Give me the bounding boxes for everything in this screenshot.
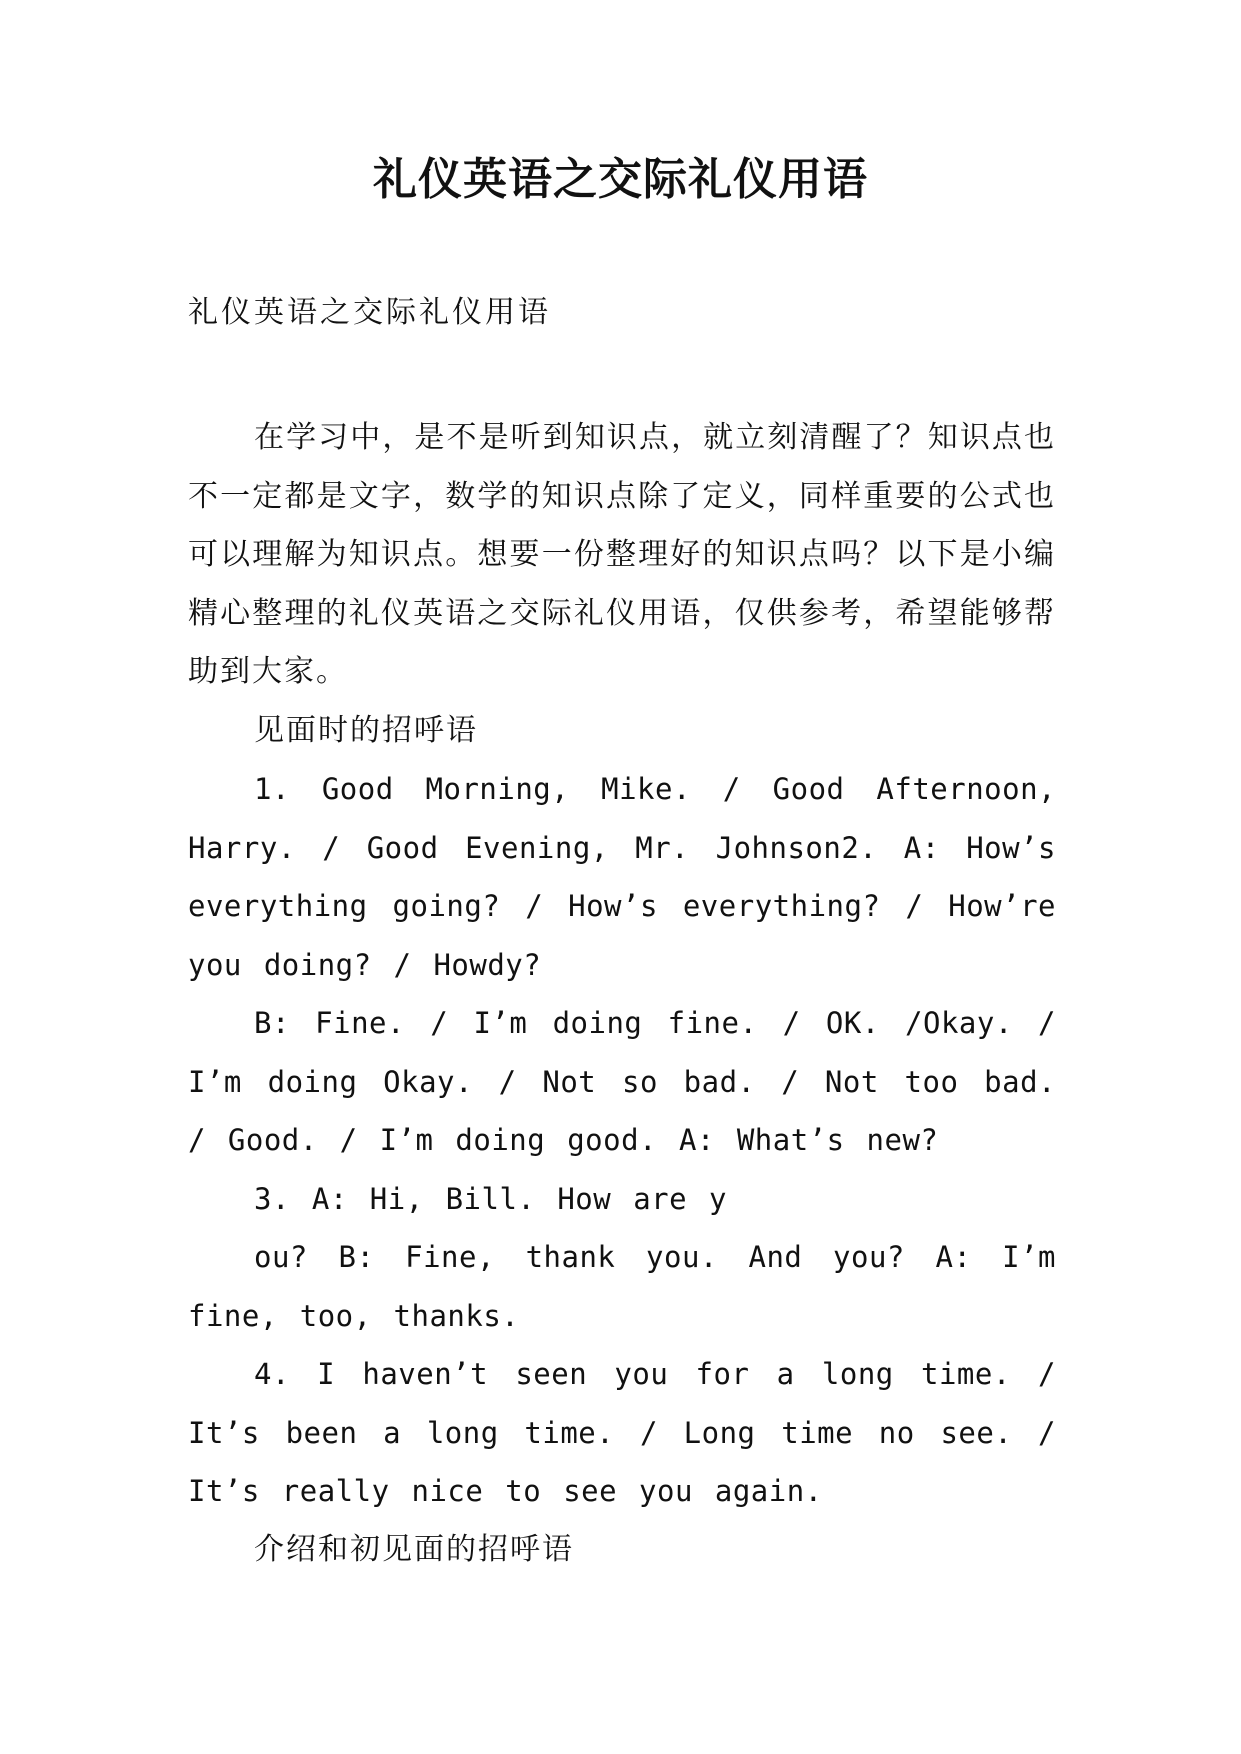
example-paragraph-2: B: Fine. / I’m doing fine. / OK. /Okay. / I’m doing Okay. / Not so bad. / Not too bad. / Good. / I’m doing good. A: What’s new? (188, 1006, 1056, 1157)
section-heading-greetings: 见面时的招呼语 (254, 712, 478, 748)
intro-paragraph: 在学习中，是不是听到知识点，就立刻清醒了？知识点也不一定都是文字，数学的知识点除了定义，同样重要的公式也可以理解为知识点。想要一份整理好的知识点吗？以下是小编精心整理的礼仪英语之交际礼仪用语，仅供参考，希望能够帮助到大家。 (188, 420, 1056, 689)
document-subtitle: 礼仪英语之交际礼仪用语 (188, 295, 551, 330)
example-paragraph-3: 3. A: Hi, Bill. How are y (254, 1181, 727, 1216)
document-title: 礼仪英语之交际礼仪用语 (373, 154, 868, 205)
section-heading-introductions: 介绍和初见面的招呼语 (254, 1531, 574, 1567)
example-paragraph-3-continued: ou? B: Fine, thank you. And you? A: I’m fine, too, thanks. (188, 1240, 1056, 1333)
example-paragraph-4: 4. I haven’t seen you for a long time. / It’s been a long time. / Long time no see. / It’s really nice to see you again. (188, 1357, 1056, 1508)
example-paragraph-1: 1. Good Morning, Mike. / Good Afternoon, Harry. / Good Evening, Mr. Johnson2. A: How’s everything going? / How’s everything? / How’re you doing? / Howdy? (188, 772, 1056, 982)
document-body (188, 409, 1056, 1579)
